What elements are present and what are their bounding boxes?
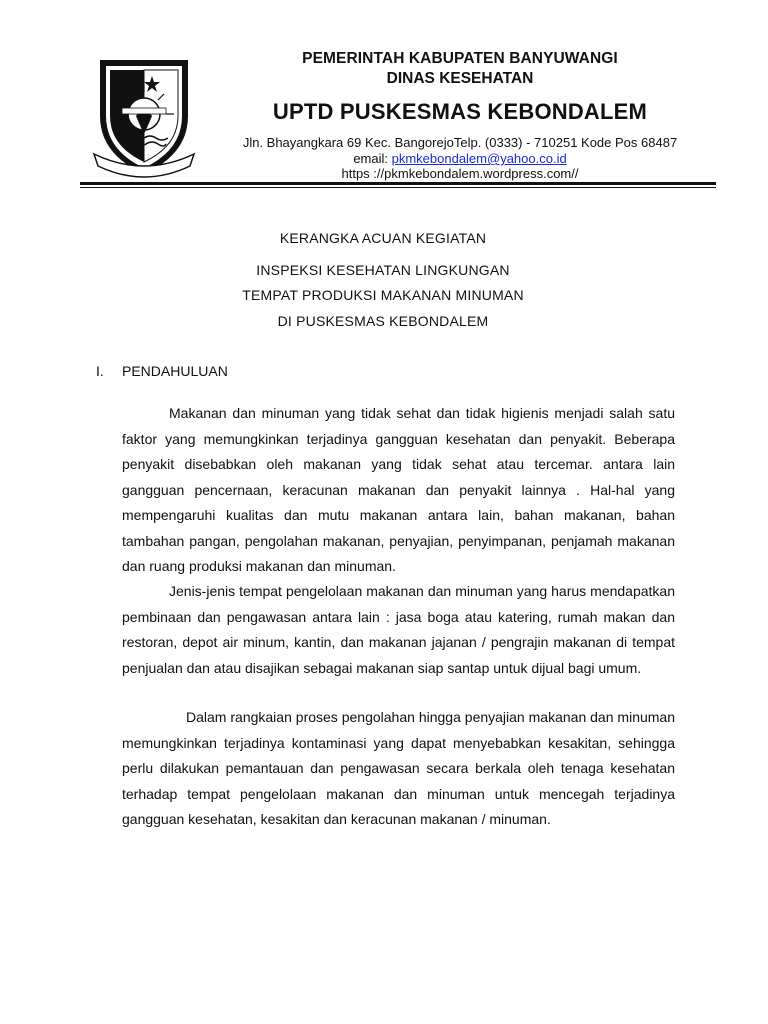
section-title: PENDAHULUAN [122, 363, 228, 379]
email-link[interactable]: pkmkebondalem@yahoo.co.id [391, 151, 567, 166]
document-subtitle-1: INSPEKSI KESEHATAN LINGKUNGAN [256, 262, 510, 278]
paragraph-text: Makanan dan minuman yang tidak sehat dan tidak higienis menjadi salah satu faktor yang memungkinkan terjadinya gangguan kesehatan dan penyakit. Beberapa penyakit disebabkan oleh makanan yang tidak sehat atau tercemar. antara lain gangguan pencernaan, keracunan makanan dan penyakit lainnya . Hal-hal yang mempengaruhi kualitas dan mutu makanan antara lain, bahan makanan, bahan tambahan pangan, pengolahan makanan, penyajian, penyimpanan, penjamah makanan dan ruang produksi makanan dan minuman. [122, 405, 675, 574]
document-subtitle-2: TEMPAT PRODUKSI MAKANAN MINUMAN [242, 287, 524, 303]
address-line: Jln. Bhayangkara 69 Kec. BangorejoTelp. (0333) - 710251 Kode Pos 68487 [242, 135, 678, 150]
email-label: email: [353, 151, 392, 166]
paragraph-text: Jenis-jenis tempat pengelolaan makanan dan minuman yang harus mendapatkan pembinaan dan pengawasan antara lain : jasa boga atau katering, rumah makan dan restoran, depot air minum, kantin, dan makanan jajanan / pengrajin makanan di tempat penjualan dan atau disajikan sebagai makanan siap santap untuk dijual bagi umum. [122, 583, 675, 676]
document-subtitle-3: DI PUSKESMAS KEBONDALEM [277, 313, 489, 329]
government-name: PEMERINTAH KABUPATEN BANYUWANGI [302, 50, 618, 67]
paragraph-1 [122, 401, 675, 580]
section-number: I. [96, 363, 104, 379]
paragraph-text: Dalam rangkaian proses pengolahan hingga penyajian makanan dan minuman memungkinkan terjadinya kontaminasi yang dapat menyebabkan kesakitan, sehingga perlu dilakukan pemantauan dan pengawasan secara berkala oleh tenaga kesehatan terhadap tempat pengelolaan makanan dan minuman untuk mencegah terjadinya gangguan kesehatan, kesakitan dan keracunan makanan / minuman. [122, 709, 675, 827]
letterhead-divider-thin [80, 187, 716, 188]
section-heading [96, 363, 228, 379]
website-line: https ://pkmkebondalem.wordpress.com// [341, 166, 579, 181]
letterhead-divider-thick [80, 182, 716, 185]
email-line [180, 151, 740, 166]
department-name: DINAS KESEHATAN [386, 70, 534, 87]
paragraph-3 [122, 705, 675, 833]
paragraph-2 [122, 579, 675, 681]
organization-name: UPTD PUSKESMAS KEBONDALEM [272, 99, 648, 124]
document-title: KERANGKA ACUAN KEGIATAN [279, 230, 487, 246]
